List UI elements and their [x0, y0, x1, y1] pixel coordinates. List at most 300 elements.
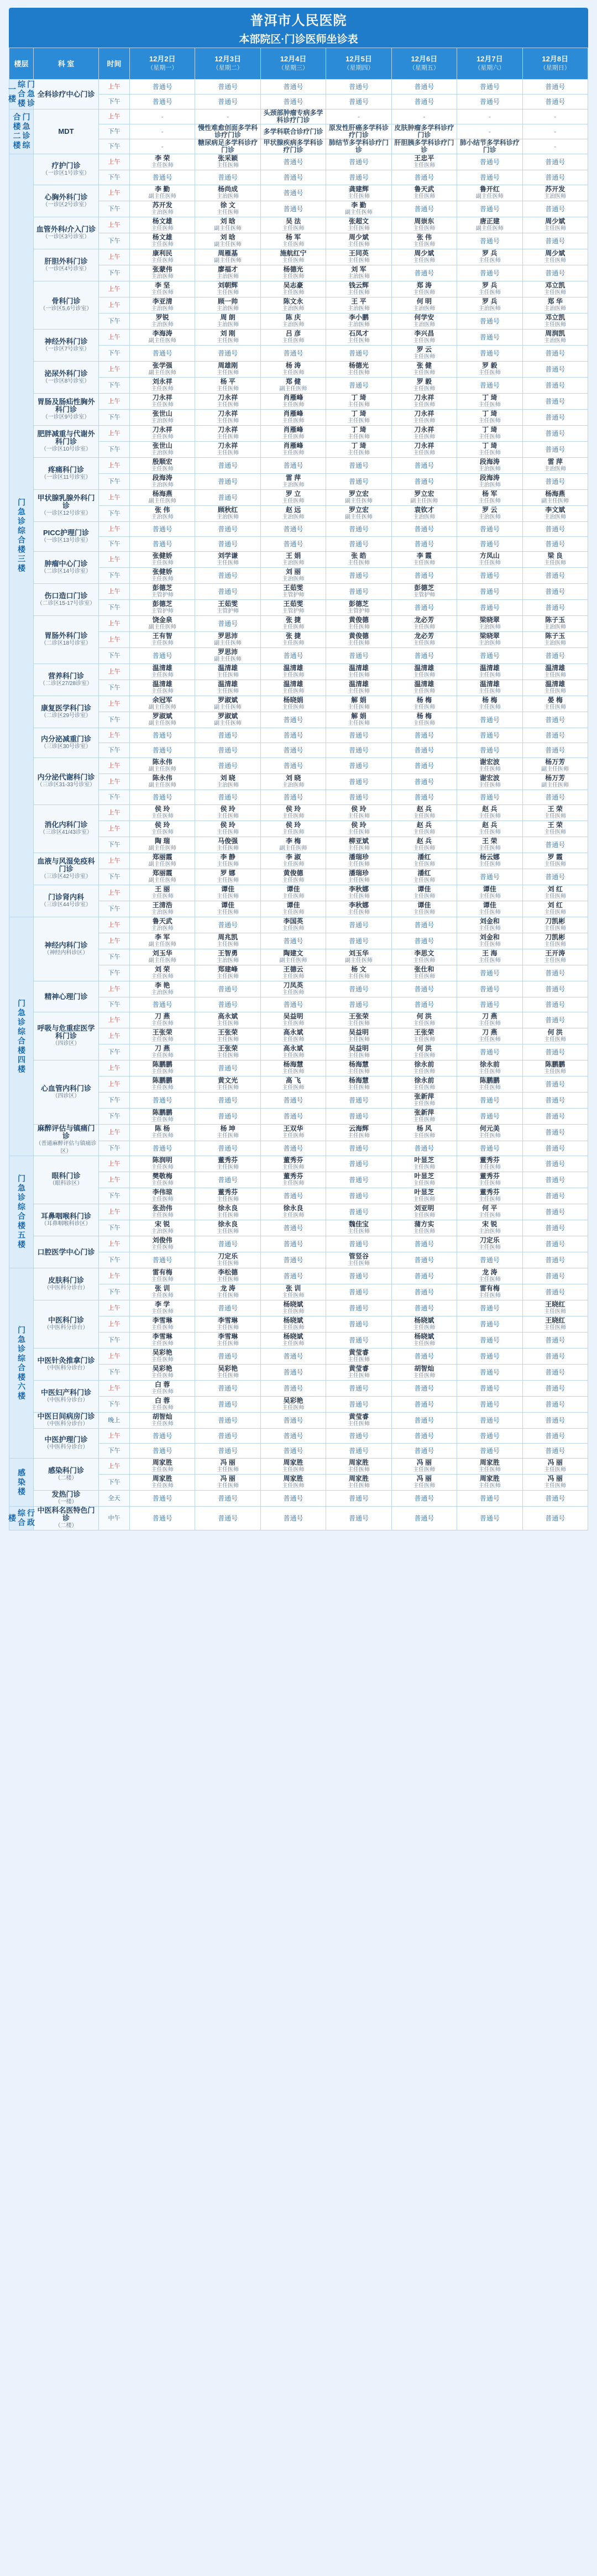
doctor-name: 普通号 [545, 985, 565, 993]
doctor-name: 普通号 [545, 1352, 565, 1360]
table-row [9, 490, 588, 506]
schedule-cell [260, 1316, 326, 1333]
schedule-cell [195, 774, 260, 790]
doctor-title: 主任医师 [478, 1196, 501, 1203]
doctor-name: 普通号 [414, 478, 434, 485]
doctor-name: 普通号 [348, 462, 369, 469]
doctor-name: 普通号 [348, 1144, 369, 1152]
schedule-cell [326, 1125, 391, 1141]
doctor-name: 潘红 [417, 869, 431, 877]
doctor-name: 普通号 [218, 1001, 238, 1009]
doctor-name: 王 荣 [482, 837, 498, 845]
doctor-title: 主任医师 [282, 829, 305, 835]
doctor-title: 副主任医师 [541, 782, 569, 788]
schedule-cell [457, 1381, 522, 1397]
doctor-name: 陈子玉 [545, 616, 565, 624]
doctor-title: 主任医师 [413, 813, 436, 819]
doctor-title: 主任医师 [217, 1229, 239, 1235]
schedule-cell [457, 997, 522, 1012]
schedule-cell [195, 1204, 260, 1220]
session-time: 上午 [99, 584, 130, 600]
schedule-cell [260, 696, 326, 712]
session-time: 上午 [99, 885, 130, 901]
schedule-cell [130, 1316, 195, 1333]
department-title: MDT [58, 127, 74, 135]
schedule-cell [522, 901, 588, 917]
schedule-cell [260, 981, 326, 997]
doctor-title: 主任医师 [347, 1037, 370, 1043]
schedule-cell [260, 1204, 326, 1220]
doctor-title: 副主任医师 [148, 338, 176, 344]
doctor-title: 主任医师 [282, 1213, 305, 1219]
doctor-title: 副主任医师 [214, 226, 242, 232]
doctor-name: 普通号 [152, 1514, 172, 1522]
doctor-title: 主任医师 [217, 1164, 239, 1171]
doctor-name: 梁 良 [547, 552, 563, 560]
doctor-name: 徐永前 [479, 1060, 500, 1068]
doctor-name: - [161, 113, 164, 121]
doctor-title: 主任医师 [544, 926, 567, 932]
session-time: 上午 [99, 109, 130, 124]
doctor-name: 普通号 [218, 746, 238, 754]
doctor-title: 主任医师 [413, 354, 436, 360]
doctor-name: 普通号 [414, 1432, 434, 1440]
doctor-title: 主治医师 [282, 322, 305, 328]
doctor-name: 普通号 [414, 985, 434, 993]
schedule-cell [130, 1028, 195, 1044]
doctor-name: 李 勤 [351, 201, 366, 209]
schedule-cell [260, 124, 326, 139]
department-name [34, 552, 99, 584]
schedule-cell [130, 648, 195, 664]
schedule-cell [326, 1141, 391, 1156]
doctor-name: 肖雁峰 [283, 426, 303, 433]
schedule-cell [130, 901, 195, 917]
doctor-name: 张仕和 [414, 965, 434, 973]
schedule-cell [260, 1333, 326, 1349]
doctor-name: 冯 丽 [220, 1459, 235, 1466]
doctor-name: 普通号 [152, 1495, 172, 1502]
department-location: （一诊区8号诊室） [42, 378, 90, 384]
doctor-name: 徐永前 [414, 1077, 434, 1084]
doctor-name: 叶显芝 [414, 1188, 434, 1196]
department-location: （中医科分诊台） [44, 1397, 88, 1403]
schedule-cell [522, 346, 588, 362]
doctor-name: 普通号 [283, 540, 303, 548]
doctor-name: 刀 燕 [482, 1028, 498, 1036]
doctor-name: 杨海燕 [545, 490, 565, 498]
doctor-title: 主任医师 [478, 402, 501, 408]
doctor-title: 主任医师 [217, 163, 239, 169]
doctor-name: 普通号 [218, 1495, 238, 1502]
doctor-name: 普通号 [218, 1352, 238, 1360]
schedule-cell [457, 185, 522, 201]
doctor-name: 普通号 [348, 588, 369, 595]
doctor-name: 普通号 [414, 1352, 434, 1360]
doctor-name: 普通号 [479, 969, 500, 977]
doctor-name: - [554, 113, 557, 121]
doctor-name: 李 艳 [155, 981, 170, 989]
department-name [34, 154, 99, 185]
schedule-cell [195, 712, 260, 728]
schedule-cell [522, 490, 588, 506]
doctor-name: 谭佳 [221, 885, 235, 893]
schedule-cell [195, 313, 260, 330]
schedule-cell [130, 774, 195, 790]
schedule-cell [326, 330, 391, 346]
doctor-name: 普通号 [545, 1240, 565, 1248]
doctor-name: 普通号 [479, 1048, 500, 1056]
schedule-cell [326, 185, 391, 201]
schedule-cell [195, 869, 260, 885]
doctor-title: 主治医师 [151, 990, 174, 996]
schedule-cell [326, 648, 391, 664]
doctor-title: 副主任医师 [148, 877, 176, 884]
day-weekday: （星期一） [147, 65, 178, 71]
col-building: 楼层 [9, 48, 34, 80]
session-time: 下午 [99, 537, 130, 552]
doctor-name: 王 娟 [285, 552, 301, 560]
doctor-name: 罗 云 [416, 346, 432, 353]
doctor-name: 普通号 [348, 349, 369, 357]
doctor-title: 主任医师 [282, 258, 305, 264]
schedule-cell [195, 1252, 260, 1268]
schedule-table [9, 48, 588, 1530]
doctor-name: 普通号 [152, 1144, 172, 1152]
doctor-title: 主任医师 [347, 1421, 370, 1427]
doctor-name: 普通号 [283, 349, 303, 357]
doctor-name: 邓立凯 [545, 281, 565, 289]
schedule-cell [260, 1141, 326, 1156]
schedule-cell [195, 837, 260, 853]
doctor-title: 主任医师 [347, 434, 370, 440]
doctor-title: 主治医师 [151, 514, 174, 520]
session-time: 上午 [99, 981, 130, 997]
doctor-title: 副主任医师 [148, 766, 176, 772]
schedule-cell [130, 217, 195, 233]
doctor-name: 王张荣 [414, 1028, 434, 1036]
schedule-cell [195, 1507, 260, 1530]
schedule-cell [260, 506, 326, 522]
schedule-cell [130, 1507, 195, 1530]
doctor-name: 侯 玲 [155, 821, 170, 829]
doctor-name: 晏 梅 [547, 696, 563, 704]
doctor-title: 主任医师 [151, 893, 174, 900]
session-time: 上午 [99, 774, 130, 790]
schedule-cell [522, 837, 588, 853]
schedule-cell [457, 853, 522, 869]
schedule-cell [260, 362, 326, 378]
schedule-cell [326, 1316, 391, 1333]
doctor-name: 廖福才 [218, 265, 238, 273]
schedule-cell [195, 758, 260, 774]
doctor-title: 主任医师 [282, 1037, 305, 1043]
doctor-name: 刀永祥 [152, 394, 172, 401]
schedule-cell [260, 584, 326, 600]
doctor-title: 主任医师 [151, 1053, 174, 1059]
schedule-cell [195, 506, 260, 522]
schedule-cell [326, 394, 391, 410]
department-name [34, 696, 99, 728]
doctor-title: 主任医师 [413, 418, 436, 424]
doctor-name: 杨海慧 [283, 1060, 303, 1068]
doctor-name: 龙 涛 [220, 1284, 235, 1292]
schedule-cell [457, 124, 522, 139]
doctor-name: 郑建峰 [218, 965, 238, 973]
doctor-name: 普通号 [218, 174, 238, 181]
schedule-cell [326, 1365, 391, 1381]
schedule-cell [522, 109, 588, 124]
doctor-name: - [488, 113, 491, 121]
doctor-name: 丁 琦 [351, 394, 366, 401]
session-time: 下午 [99, 474, 130, 490]
schedule-cell [391, 981, 457, 997]
department-name [34, 1268, 99, 1300]
department-title: 门诊肾内科 [48, 892, 84, 901]
schedule-cell [260, 346, 326, 362]
doctor-name: 周家胜 [152, 1475, 172, 1482]
schedule-cell [130, 1204, 195, 1220]
doctor-name: 普通号 [545, 1224, 565, 1232]
doctor-name: 普通号 [152, 1447, 172, 1455]
session-time: 上午 [99, 1236, 130, 1252]
doctor-title: 主任医师 [478, 450, 501, 456]
doctor-name: 普通号 [479, 1320, 500, 1328]
doctor-name: 苏开发 [545, 185, 565, 193]
schedule-cell [326, 217, 391, 233]
doctor-name: 董秀芬 [479, 1156, 500, 1164]
schedule-cell [457, 1204, 522, 1220]
doctor-name: 白 蓉 [155, 1381, 170, 1388]
session-time: 下午 [99, 949, 130, 965]
schedule-cell [130, 1284, 195, 1300]
session-time: 下午 [99, 1109, 130, 1125]
schedule-cell [130, 933, 195, 949]
schedule-cell [195, 1156, 260, 1172]
doctor-name: 普通号 [414, 921, 434, 929]
department-location: （一诊区11号诊室） [41, 474, 91, 480]
doctor-name: 刘金和 [479, 933, 500, 941]
doctor-name: 李伟琼 [152, 1188, 172, 1196]
doctor-name: 刘朝辉 [218, 281, 238, 289]
session-time: 下午 [99, 680, 130, 696]
schedule-cell [522, 1156, 588, 1172]
doctor-name: 普通号 [545, 1176, 565, 1184]
doctor-name: 刘 晗 [220, 233, 235, 241]
table-row [9, 1125, 588, 1141]
doctor-name: 刀定乐 [218, 1252, 238, 1260]
schedule-cell [130, 537, 195, 552]
schedule-cell [130, 805, 195, 821]
schedule-cell [260, 201, 326, 217]
doctor-name: 普通号 [348, 1176, 369, 1184]
schedule-cell [326, 696, 391, 712]
doctor-name: 彭德芝 [414, 584, 434, 592]
doctor-name: 普通号 [348, 1192, 369, 1200]
department-title: PICC护理门诊 [43, 528, 90, 537]
doctor-name: 周少斌 [414, 249, 434, 257]
schedule-cell [391, 1220, 457, 1236]
doctor-name: 张世山 [152, 442, 172, 450]
doctor-name: 杨晓斌 [414, 1333, 434, 1340]
schedule-cell [326, 712, 391, 728]
schedule-cell [457, 1109, 522, 1125]
doctor-title: 主任医师 [413, 704, 436, 710]
schedule-cell [457, 1429, 522, 1444]
schedule-cell [522, 680, 588, 696]
session-time: 上午 [99, 249, 130, 265]
doctor-name: 王忠平 [414, 154, 434, 162]
doctor-name: 高永斌 [283, 1044, 303, 1052]
schedule-cell [457, 758, 522, 774]
session-time: 上午 [99, 1268, 130, 1284]
schedule-cell [260, 313, 326, 330]
doctor-title: 主任医师 [282, 1164, 305, 1171]
schedule-cell [522, 1444, 588, 1459]
doctor-title: 主治医师 [282, 514, 305, 520]
doctor-name: 陶建文 [283, 949, 303, 957]
doctor-title: 主治医师 [282, 782, 305, 788]
schedule-cell [130, 853, 195, 869]
department-name [34, 109, 99, 154]
doctor-title: 主任医师 [217, 1325, 239, 1331]
doctor-name: 杨 军 [285, 233, 301, 241]
session-time: 上午 [99, 297, 130, 313]
doctor-name: 杨晓斌 [283, 1300, 303, 1308]
doctor-name: 徐永良 [218, 1220, 238, 1228]
schedule-cell [522, 1060, 588, 1077]
department-name [34, 217, 99, 249]
doctor-name: 张采颖 [218, 154, 238, 162]
doctor-title: 主任医师 [544, 1309, 567, 1315]
doctor-name: 普通号 [545, 1256, 565, 1264]
doctor-title: 主任医师 [478, 861, 501, 868]
doctor-name: 慢性难愈创面多学科诊疗门诊 [198, 124, 258, 139]
doctor-name: 罗淑斌 [152, 712, 172, 720]
doctor-name: 吴益明 [348, 1028, 369, 1036]
hospital-title: 普洱市人民医院 [250, 13, 347, 28]
doctor-name: 普通号 [348, 1112, 369, 1120]
doctor-title: 主任医师 [347, 974, 370, 980]
doctor-name: 普通号 [348, 778, 369, 786]
schedule-cell [391, 917, 457, 933]
schedule-cell [391, 1365, 457, 1381]
schedule-cell [130, 124, 195, 139]
doctor-title: 主任医师 [347, 402, 370, 408]
schedule-cell [522, 362, 588, 378]
doctor-name: 刘玉华 [152, 949, 172, 957]
schedule-cell [391, 410, 457, 426]
doctor-title: 主任医师 [151, 434, 174, 440]
doctor-title: 主治医师 [217, 306, 239, 312]
doctor-name: 王晓红 [545, 1316, 565, 1324]
doctor-title: 主治医师 [347, 274, 370, 280]
doctor-name: 徐 文 [220, 201, 235, 209]
doctor-name: - [161, 143, 164, 150]
schedule-cell [130, 1156, 195, 1172]
session-time: 上午 [99, 1204, 130, 1220]
doctor-name: 冯 丽 [220, 1475, 235, 1482]
schedule-cell [260, 1012, 326, 1028]
doctor-title: 主任医师 [217, 402, 239, 408]
schedule-cell [522, 474, 588, 490]
doctor-title: 主任医师 [478, 1037, 501, 1043]
doctor-title: 主任医师 [282, 688, 305, 694]
session-time: 下午 [99, 1141, 130, 1156]
doctor-name: 丁 琦 [351, 410, 366, 417]
doctor-name: 普通号 [218, 1401, 238, 1408]
doctor-name: 普通号 [545, 398, 565, 405]
schedule-cell [522, 1316, 588, 1333]
doctor-title: 主任医师 [217, 942, 239, 948]
doctor-name: 王有智 [152, 632, 172, 640]
doctor-title: 主任医师 [413, 1373, 436, 1379]
department-location: （中医科分诊台） [44, 1365, 88, 1371]
department-name [34, 885, 99, 917]
doctor-name: 普通号 [218, 1304, 238, 1312]
schedule-cell [130, 201, 195, 217]
doctor-title: 主任医师 [282, 990, 305, 996]
doctor-name: 普通号 [545, 604, 565, 612]
doctor-title: 主任医师 [151, 813, 174, 819]
doctor-name: 普通号 [545, 841, 565, 849]
day-date: 12月5日 [345, 55, 372, 63]
doctor-name: 王 平 [351, 297, 366, 305]
doctor-name: 刘 红 [547, 885, 563, 893]
schedule-cell [522, 869, 588, 885]
schedule-cell [260, 394, 326, 410]
doctor-name: 彭德芝 [348, 600, 369, 608]
department-name [34, 394, 99, 426]
schedule-cell [130, 297, 195, 313]
schedule-cell [195, 537, 260, 552]
schedule-cell [326, 743, 391, 758]
schedule-cell [130, 265, 195, 281]
doctor-name: 普通号 [414, 652, 434, 660]
doctor-name: 普通号 [283, 716, 303, 724]
schedule-cell [391, 997, 457, 1012]
schedule-cell [195, 1220, 260, 1236]
doctor-title: 副主任医师 [148, 370, 176, 376]
department-name [34, 1125, 99, 1156]
doctor-name: 普通号 [545, 1048, 565, 1056]
doctor-title: 主任医师 [282, 242, 305, 248]
session-time: 下午 [99, 1333, 130, 1349]
doctor-title: 主任医师 [478, 782, 501, 788]
schedule-cell [522, 394, 588, 410]
schedule-cell [195, 1188, 260, 1204]
schedule-cell [457, 1172, 522, 1188]
doctor-name: 张 训 [155, 1284, 170, 1292]
schedule-cell [522, 1093, 588, 1109]
schedule-cell [195, 249, 260, 265]
schedule-cell [457, 1156, 522, 1172]
doctor-name: 罗立宏 [348, 490, 369, 498]
schedule-cell [130, 1459, 195, 1475]
schedule-cell [522, 281, 588, 297]
doctor-name: 普通号 [414, 83, 434, 91]
schedule-cell [522, 1349, 588, 1365]
department-title: 中医科名医特色门诊 [37, 1506, 95, 1522]
doctor-name: 普通号 [479, 158, 500, 166]
doctor-title: 主任医师 [478, 1133, 501, 1140]
schedule-cell [326, 139, 391, 154]
schedule-cell [457, 568, 522, 584]
schedule-cell [391, 281, 457, 297]
doctor-name: 李雪琳 [218, 1316, 238, 1324]
doctor-name: 普通号 [545, 1144, 565, 1152]
doctor-name: 陈润明 [152, 1156, 172, 1164]
